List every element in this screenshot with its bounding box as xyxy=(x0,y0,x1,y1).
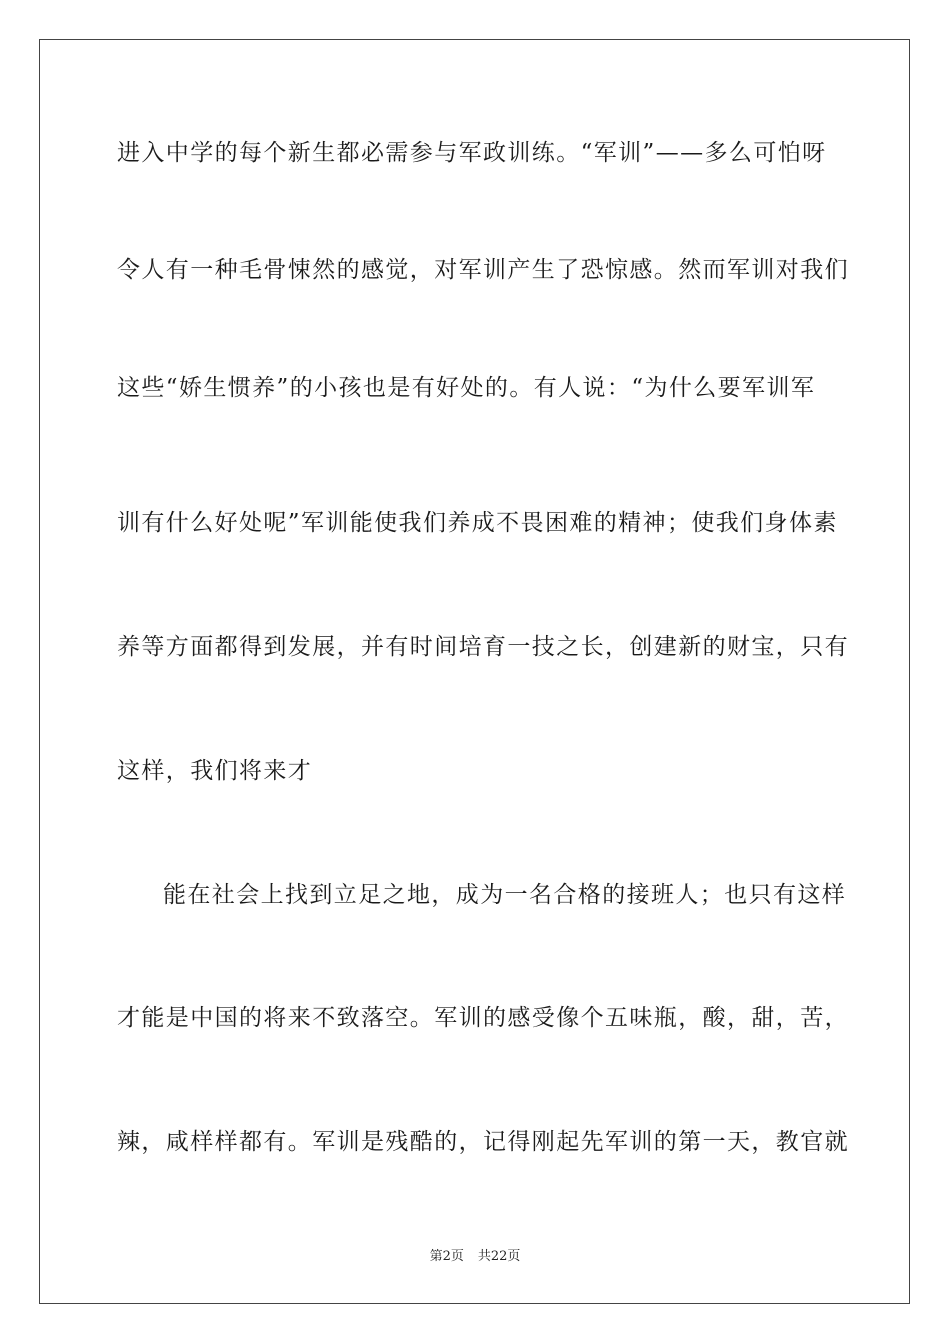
page-border xyxy=(39,39,910,1304)
text-line-7: 能在社会上找到立足之地，成为一名合格的接班人；也只有这样 xyxy=(163,882,847,908)
text-line-4: 训有什么好处呢”军训能使我们养成不畏困难的精神；使我们身体素 xyxy=(117,510,838,536)
text-line-8: 才能是中国的将来不致落空。军训的感受像个五味瓶，酸，甜，苦， xyxy=(117,1005,849,1031)
text-line-1: 进入中学的每个新生都必需参与军政训练。“军训”——多么可怕呀 xyxy=(117,140,827,166)
text-line-6: 这样，我们将来才 xyxy=(117,758,313,784)
text-line-3: 这些“娇生惯养”的小孩也是有好处的。有人说：“为什么要军训军 xyxy=(117,375,816,401)
text-line-5: 养等方面都得到发展，并有时间培育一技之长，创建新的财宝，只有 xyxy=(117,634,849,660)
page-footer xyxy=(0,1249,950,1265)
total-pages: 共22页 xyxy=(477,1249,521,1264)
text-line-9: 辣，咸样样都有。军训是残酷的，记得刚起先军训的第一天，教官就 xyxy=(117,1129,849,1155)
text-line-2: 令人有一种毛骨悚然的感觉，对军训产生了恐惊感。然而军训对我们 xyxy=(117,257,849,283)
current-page-number: 第2页 xyxy=(429,1249,464,1264)
